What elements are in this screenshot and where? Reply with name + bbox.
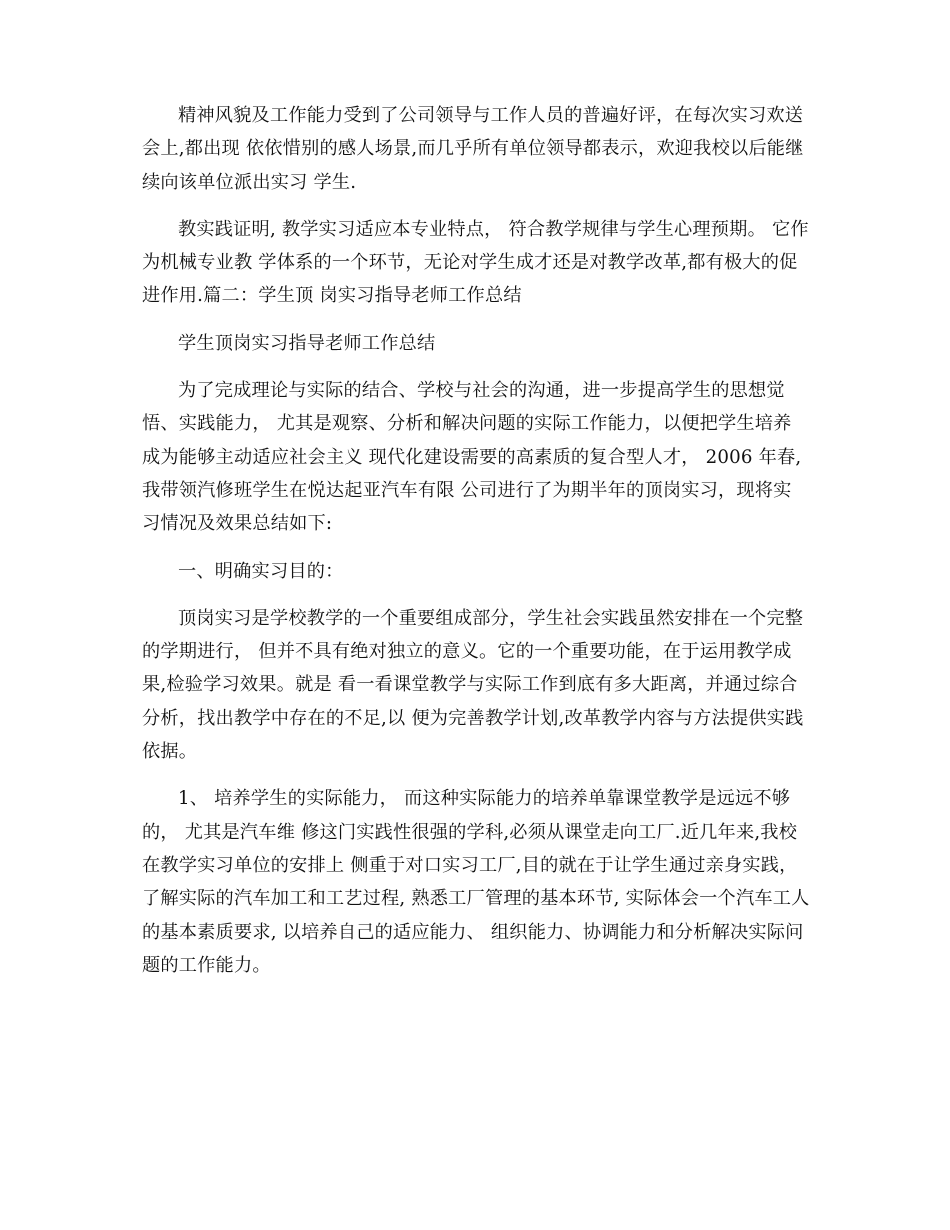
text-line: 题的工作能力。 (142, 954, 271, 976)
text-line: 为了完成理论与实际的结合、学校与社会的沟通，进一步提高学生的思想觉 (178, 380, 785, 402)
paragraph-4 (142, 374, 814, 540)
text-line: 习情况及效果总结如下: (142, 513, 333, 535)
text-line: 的， 尤其是汽车维 修这门实践性很强的学科,必须从课堂走向工厂.近几年来,我校 (142, 821, 798, 843)
text-line: 进作用.篇二：学生顶 岗实习指导老师工作总结 (142, 285, 522, 307)
text-line: 依据。 (142, 741, 198, 763)
text-line: 了解实际的汽车加工和工艺过程, 熟悉工厂管理的基本环节, 实际体会一个汽车工人 (142, 888, 810, 910)
paragraph-1 (142, 99, 814, 199)
text-line: 果,检验学习效果。就是 看一看课堂教学与实际工作到底有多大距离，并通过综合 (142, 674, 798, 696)
paragraph-2 (142, 213, 814, 313)
text-line: 成为能够主动适应社会主义 现代化建设需要的高素质的复合型人才， 2006 年春, (142, 446, 802, 468)
text-line: 教实践证明, 教学实习适应本专业特点， 符合教学规律与学生心理预期。 它作 (178, 218, 809, 240)
text-line: 悟、实践能力， 尤其是观察、分析和解决问题的实际工作能力，以便把学生培养 (142, 413, 792, 435)
section-title (142, 327, 814, 360)
text-line: 为机械专业教 学体系的一个环节，无论对学生成才还是对教学改革,都有极大的促 (142, 252, 798, 274)
text-line: 续向该单位派出实习 学生. (142, 171, 357, 193)
text-line: 的学期进行， 但并不具有绝对独立的意义。它的一个重要功能，在于运用教学成 (142, 641, 792, 663)
text-line: 精神风貌及工作能力受到了公司领导与工作人员的普遍好评，在每次实习欢送 (178, 105, 804, 126)
document-page (142, 99, 814, 996)
text-line: 一、明确实习目的： (178, 560, 344, 582)
text-line: 1、 培养学生的实际能力， 而这种实际能力的培养单靠课堂教学是远远不够 (178, 788, 791, 810)
text-line: 学生顶岗实习指导老师工作总结 (178, 332, 436, 354)
text-line: 顶岗实习是学校教学的一个重要组成部分，学生社会实践虽然安排在一个完整 (178, 607, 804, 629)
text-line: 我带领汽修班学生在悦达起亚汽车有限 公司进行了为期半年的顶岗实习，现将实 (142, 479, 792, 501)
text-line: 的基本素质要求, 以培养自己的适应能力、 组织能力、协调能力和分析解决实际问 (142, 921, 804, 943)
text-line: 在教学实习单位的安排上 侧重于对口实习工厂,目的就在于让学生通过亲身实践， (142, 854, 798, 876)
paragraph-7 (142, 782, 814, 982)
paragraph-6 (142, 602, 814, 768)
text-line: 分析，找出教学中存在的不足,以 便为完善教学计划,改革教学内容与方法提供实践 (142, 707, 804, 729)
section-heading (142, 555, 814, 588)
text-line: 会上,都出现 依依惜别的感人场景,而几乎所有单位领导都表示，欢迎我校以后能继 (142, 138, 804, 160)
